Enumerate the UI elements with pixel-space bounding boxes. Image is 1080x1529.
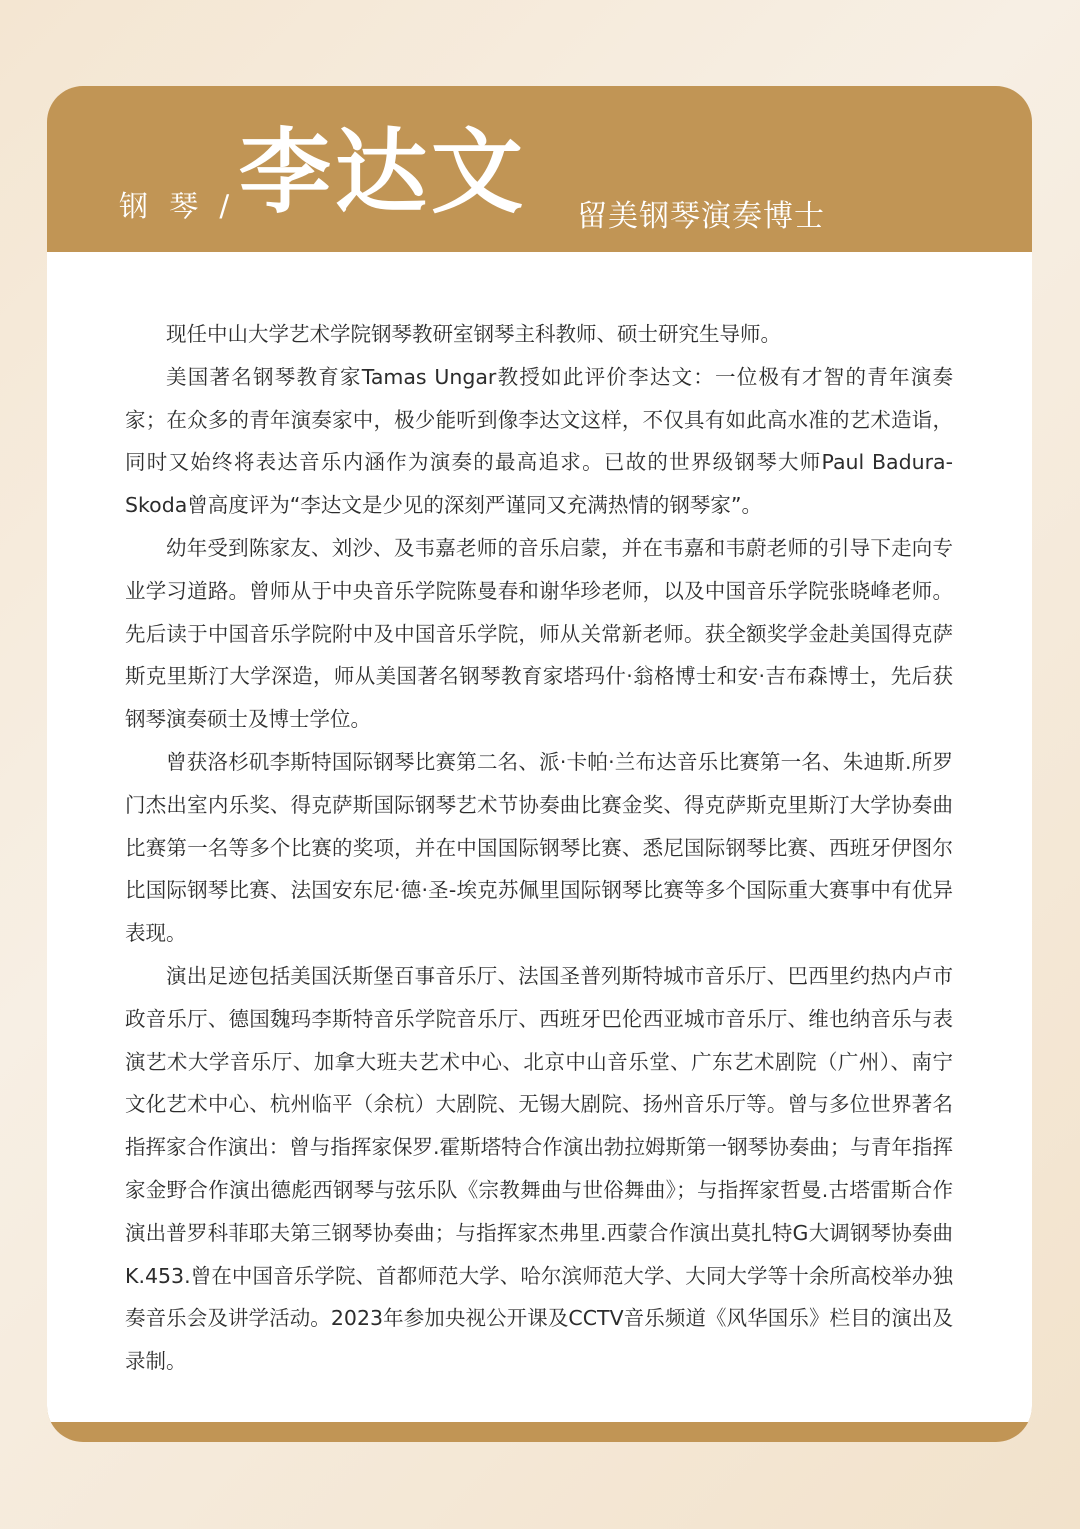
biography-text <box>125 313 953 1383</box>
musician-title: 留美钢琴演奏博士 <box>577 199 825 234</box>
instrument-category: 钢 琴 / <box>119 189 236 223</box>
bio-paragraph-education: 幼年受到陈家友、刘沙、及韦嘉老师的音乐启蒙，并在韦嘉和韦蔚老师的引导下走向专业学习道路。曾师从于中央音乐学院陈曼春和谢华珍老师，以及中国音乐学院张晓峰老师。先后读于中国音乐学院附中及中国音乐学院，师从关常新老师。获全额奖学金赴美国得克萨斯克里斯汀大学深造，师从美国著名钢琴教育家塔玛什·翁格博士和安·吉布森博士，先后获钢琴演奏硕士及博士学位。 <box>125 535 953 732</box>
musician-name: 李达文 <box>239 118 528 226</box>
bio-paragraph-awards: 曾获洛杉矶李斯特国际钢琴比赛第二名、派·卡帕·兰布达音乐比赛第一名、朱迪斯.所罗门杰出室内乐奖、得克萨斯国际钢琴艺术节协奏曲比赛金奖、得克萨斯克里斯汀大学协奏曲比赛第一名等多个比赛的奖项，并在中国国际钢琴比赛、悉尼国际钢琴比赛、西班牙伊图尔比国际钢琴比赛、法国安东尼·德·圣-埃克苏佩里国际钢琴比赛等多个国际重大赛事中有优异表现。 <box>125 749 953 946</box>
bio-paragraph-current-position: 现任中山大学艺术学院钢琴教研室钢琴主科教师、硕士研究生导师。 <box>166 322 781 346</box>
bio-paragraph-performances: 演出足迹包括美国沃斯堡百事音乐厅、法国圣普列斯特城市音乐厅、巴西里约热内卢市政音乐厅、德国魏玛李斯特音乐学院音乐厅、西班牙巴伦西亚城市音乐厅、维也纳音乐与表演艺术大学音乐厅、加拿大班夫艺术中心、北京中山音乐堂、广东艺术剧院（广州）、南宁文化艺术中心、杭州临平（余杭）大剧院、无锡大剧院、扬州音乐厅等。曾与多位世界著名指挥家合作演出：曾与指挥家保罗.霍斯塔特合作演出勃拉姆斯第一钢琴协奏曲；与青年指挥家金野合作演出德彪西钢琴与弦乐队《宗教舞曲与世俗舞曲》；与指挥家哲曼.古塔雷斯合作演出普罗科菲耶夫第三钢琴协奏曲；与指挥家杰弗里.西蒙合作演出莫扎特G大调钢琴协奏曲K.453.曾在中国音乐学院、首都师范大学、哈尔滨师范大学、大同大学等十余所高校举办独奏音乐会及讲学活动。2023年参加央视公开课及CCTV音乐频道《风华国乐》栏目的演出及录制。 <box>125 963 953 1374</box>
biography-panel <box>47 252 1032 1422</box>
profile-card <box>47 86 1032 1442</box>
bio-paragraph-reviews: 美国著名钢琴教育家Tamas Ungar教授如此评价李达文：一位极有才智的青年演奏家；在众多的青年演奏家中，极少能听到像李达文这样，不仅具有如此高水准的艺术造诣，同时又始终将表达音乐内涵作为演奏的最高追求。已故的世界级钢琴大师Paul Badura-Skoda曾高度评为“李达文是少见的深刻严谨同又充满热情的钢琴家”。 <box>125 364 953 518</box>
card-header <box>47 86 1032 252</box>
